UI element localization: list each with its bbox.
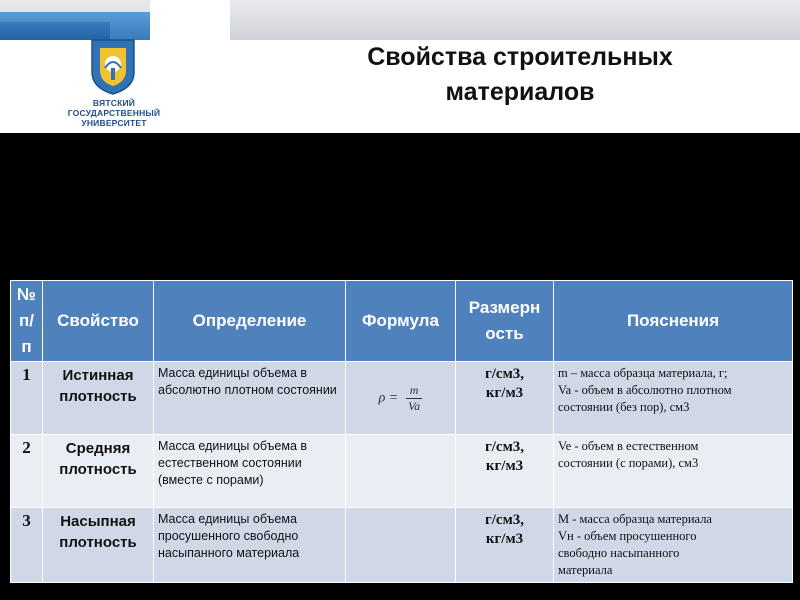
row-notes bbox=[554, 508, 793, 583]
column-header-dimension bbox=[456, 281, 554, 362]
note-line: М - масса образца материала bbox=[558, 512, 712, 526]
column-header-property: Свойство bbox=[43, 281, 154, 362]
column-header-dimension-line: ость bbox=[485, 324, 524, 343]
column-header-dimension-line: Размерн bbox=[468, 298, 541, 317]
column-header-notes: Пояснения bbox=[554, 281, 793, 362]
note-line: свободно насыпанного bbox=[558, 546, 680, 560]
column-header-formula: Формула bbox=[346, 281, 456, 362]
row-unit-line: кг/м3 bbox=[485, 458, 524, 474]
note-line: Va - объем в абсолютно плотном bbox=[558, 383, 732, 397]
note-line: состоянии (без пор), см3 bbox=[558, 400, 690, 414]
column-header-number: № п/п bbox=[11, 281, 43, 362]
row-unit bbox=[456, 362, 554, 435]
table-row bbox=[11, 435, 793, 508]
note-line: Vн - объем просушенного bbox=[558, 529, 697, 543]
row-definition: Масса единицы объема просушенного свободно насыпанного материала bbox=[154, 508, 346, 583]
row-definition: Масса единицы объема в абсолютно плотном состоянии bbox=[154, 362, 346, 435]
properties-table bbox=[10, 280, 793, 583]
formula-lhs: ρ = bbox=[378, 390, 399, 406]
slide-title bbox=[300, 40, 740, 110]
density-formula bbox=[379, 383, 423, 414]
row-property: Истинная плотность bbox=[43, 362, 154, 435]
formula-fraction bbox=[406, 383, 423, 414]
row-unit-line: г/см3, bbox=[484, 512, 525, 528]
note-line: Ve - объем в естественном bbox=[558, 439, 699, 453]
column-header-definition: Определение bbox=[154, 281, 346, 362]
formula-denominator: Va bbox=[408, 398, 421, 413]
row-number: 1 bbox=[11, 362, 43, 435]
note-line: m – масса образца материала, г; bbox=[558, 366, 728, 380]
row-notes bbox=[554, 362, 793, 435]
row-property: Средняя плотность bbox=[43, 435, 154, 508]
university-name-line: ГОСУДАРСТВЕННЫЙ bbox=[67, 108, 161, 118]
table-header-row bbox=[11, 281, 793, 362]
row-number: 3 bbox=[11, 508, 43, 583]
row-unit bbox=[456, 435, 554, 508]
row-definition: Масса единицы объема в естественном состоянии (вместе с порами) bbox=[154, 435, 346, 508]
row-formula bbox=[346, 508, 456, 583]
table-row bbox=[11, 508, 793, 583]
header-ribbon-cut bbox=[150, 0, 230, 40]
slide-header bbox=[0, 0, 800, 133]
formula-numerator: m bbox=[406, 383, 423, 399]
table-row bbox=[11, 362, 793, 435]
row-unit-line: кг/м3 bbox=[485, 531, 524, 547]
row-unit-line: г/см3, bbox=[484, 366, 525, 382]
row-number: 2 bbox=[11, 435, 43, 508]
row-unit-line: г/см3, bbox=[484, 439, 525, 455]
slide-title-line: материалов bbox=[445, 78, 595, 106]
row-formula bbox=[346, 362, 456, 435]
note-line: состоянии (с порами), см3 bbox=[558, 456, 699, 470]
note-line: материала bbox=[558, 563, 613, 577]
university-name-line: УНИВЕРСИТЕТ bbox=[81, 118, 147, 128]
university-name bbox=[58, 98, 170, 128]
row-unit bbox=[456, 508, 554, 583]
row-unit-line: кг/м3 bbox=[485, 385, 524, 401]
university-crest-icon bbox=[90, 38, 136, 96]
slide-title-line: Свойства строительных bbox=[367, 43, 673, 71]
row-formula bbox=[346, 435, 456, 508]
row-property: Насыпная плотность bbox=[43, 508, 154, 583]
university-name-line: ВЯТСКИЙ bbox=[92, 98, 136, 108]
row-notes bbox=[554, 435, 793, 508]
